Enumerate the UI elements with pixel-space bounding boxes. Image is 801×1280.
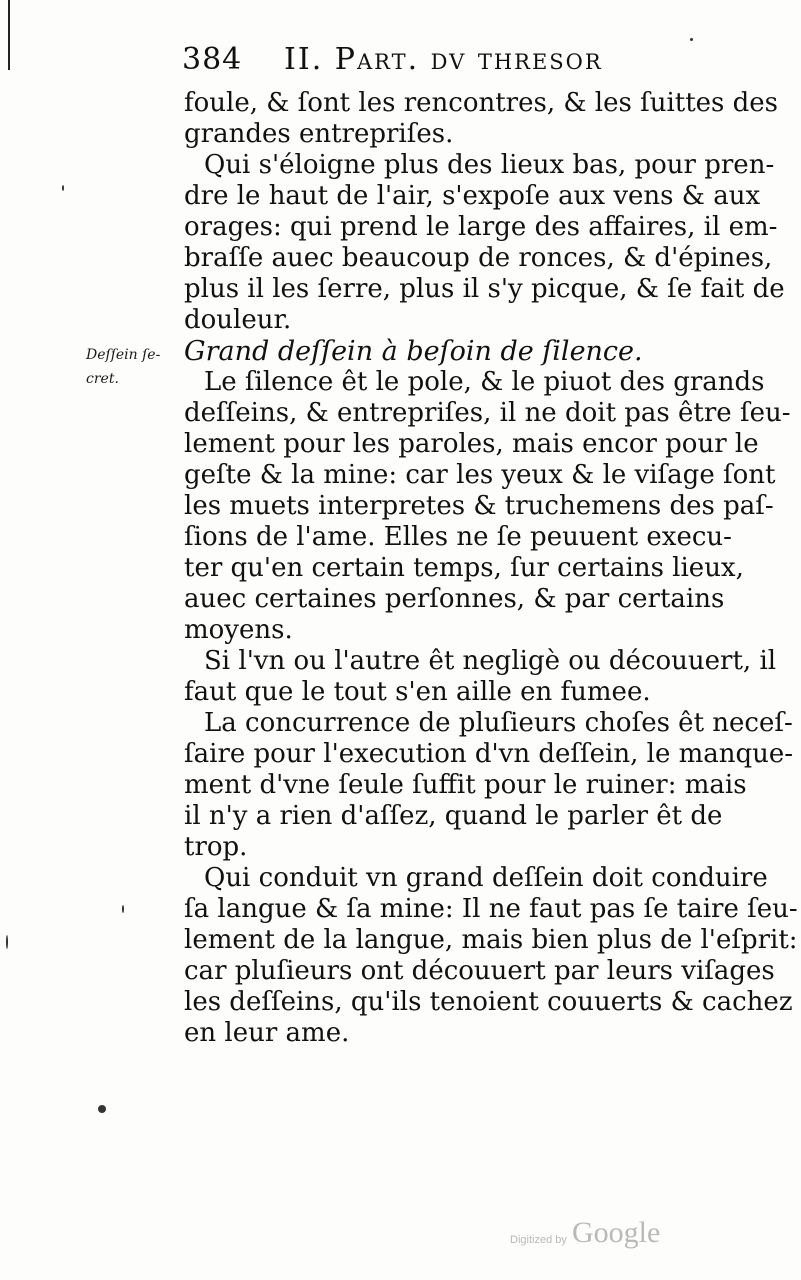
paragraph-start-line: Qui conduit vn grand deſſein doit conduire — [204, 863, 768, 893]
ink-speck — [690, 38, 693, 41]
page-number: 384 — [182, 42, 243, 77]
text-line: en leur ame. — [184, 1018, 350, 1048]
text-line: plus il les ſerre, plus il s'y picque, & ſe fait de — [184, 274, 785, 304]
text-line: ſaire pour l'execution d'vn deſſein, le manque- — [184, 739, 794, 769]
ink-speck — [6, 935, 8, 949]
running-header — [182, 42, 652, 82]
ink-speck — [98, 1105, 106, 1113]
text-line: deſſeins, & entrepriſes, il ne doit pas être ſeu- — [184, 398, 791, 428]
text-line: car pluſieurs ont découuert par leurs viſages — [184, 956, 775, 986]
text-line: orages: qui prend le large des affaires, il em- — [184, 212, 778, 242]
paragraph-start-line: Le ſilence êt le pole, & le piuot des grands — [204, 367, 765, 397]
body-text — [184, 88, 798, 1049]
text-line: les muets interpretes & truchemens des paſ- — [184, 491, 774, 521]
text-line: ter qu'en certain temps, ſur certains lieux, — [184, 553, 744, 583]
margin-note — [86, 343, 178, 391]
paragraph-start-line: Si l'vn ou l'autre êt negligè ou découuert, il — [204, 646, 777, 676]
watermark-digitized-by: Digitized by — [510, 1234, 567, 1246]
text-line: douleur. — [184, 305, 292, 335]
text-line: faut que le tout s'en aille en fumee. — [184, 677, 651, 707]
text-line: lement pour les paroles, mais encor pour le — [184, 429, 759, 459]
paragraph-start-line: La concurrence de pluſieurs choſes êt neceſ- — [204, 708, 793, 738]
google-watermark — [510, 1216, 680, 1256]
text-line: les deſſeins, qu'ils tenoient couuerts & cachez — [184, 987, 793, 1017]
text-line: dre le haut de l'air, s'expoſe aux vens & aux — [184, 181, 761, 211]
text-line: braſſe auec beaucoup de ronces, & d'épines, — [184, 243, 773, 273]
margin-note-line: Deſſein ſe- — [86, 347, 161, 363]
text-line: moyens. — [184, 615, 293, 645]
paragraph-start-line: Qui s'éloigne plus des lieux bas, pour pren- — [204, 150, 775, 180]
text-line: lement de la langue, mais bien plus de l'eſprit: — [184, 925, 798, 955]
text-line: geſte & la mine: car les yeux & le viſage ſont — [184, 460, 776, 490]
section-heading: Grand deſſein à beſoin de ſilence. — [184, 336, 643, 367]
running-title: II. Part. dv thresor — [284, 42, 603, 77]
ink-speck — [122, 905, 124, 913]
ink-speck — [62, 185, 64, 191]
text-line: ſions de l'ame. Elles ne ſe peuuent execu- — [184, 522, 732, 552]
text-line: trop. — [184, 832, 248, 862]
text-line: ment d'vne ſeule ſuffit pour le ruiner: mais — [184, 770, 747, 800]
text-line: il n'y a rien d'aſſez, quand le parler êt de — [184, 801, 723, 831]
text-line: auec certaines perſonnes, & par certains — [184, 584, 725, 614]
margin-note-line: cret. — [86, 371, 119, 387]
google-logo: Google — [572, 1216, 661, 1249]
text-line: ſa langue & ſa mine: Il ne faut pas ſe taire ſeu- — [184, 894, 798, 924]
text-line: foule, & ſont les rencontres, & les ſuittes des — [184, 88, 779, 118]
text-line: grandes entrepriſes. — [184, 119, 454, 149]
page-edge-rule — [8, 0, 10, 70]
